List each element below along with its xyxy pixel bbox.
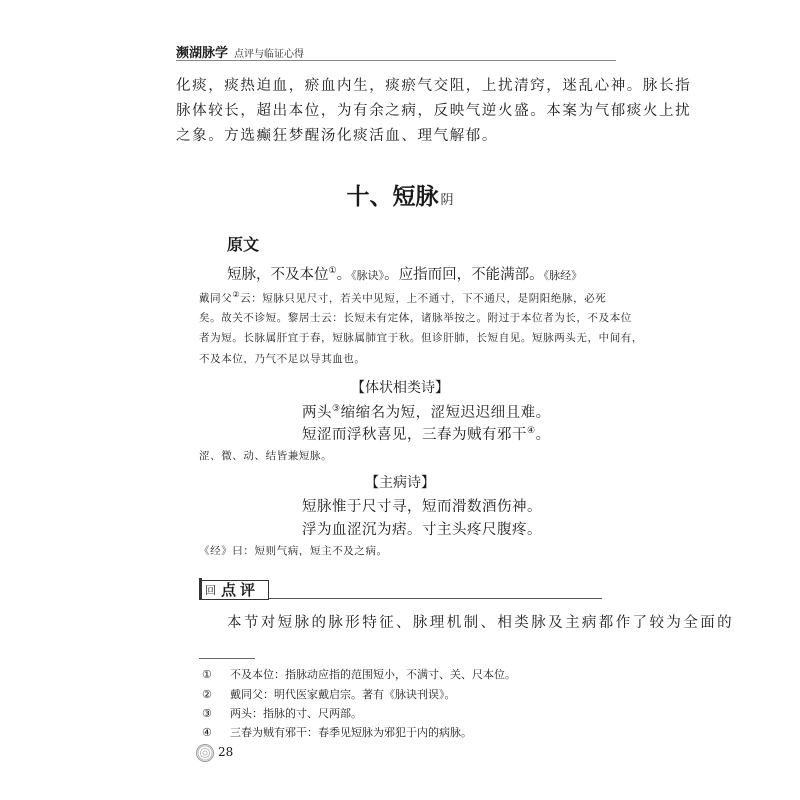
footnote	[202, 724, 472, 740]
footnote-number: ④	[202, 726, 212, 739]
review-text: 本节对短脉的脉形特征、脉理机制、相类脉及主病都作了较为全面的	[227, 615, 734, 631]
footnote-text: 两头：指脉的寸、尺两部。	[230, 707, 362, 720]
poem-note: 涩、微、动、结皆兼短脉。	[199, 450, 333, 462]
footnote-text: 不及本位：指脉动应指的范围短小，不满寸、关、尺本位。	[230, 668, 516, 681]
verse-text: 。	[535, 427, 551, 443]
yuanwen-heading: 原文	[227, 235, 260, 254]
commentary-line: 者为短。长脉属肝宜于春，短脉属肺宜于秋。但诊肝肺，长短自见。短脉两头无，中间有，	[199, 332, 643, 344]
footnote-text: 戴同父：明代医家戴启宗。著有《脉诀刊误》。	[230, 688, 456, 701]
paragraph-line: 化痰，痰热迫血，瘀血内生，痰瘀气交阻，上扰清窍，迷乱心神。脉长指	[176, 78, 692, 94]
paragraph-line: 脉体较长，超出本位，为有余之病，反映气逆火盛。本案为气郁痰火上扰	[176, 103, 692, 119]
header-rule	[176, 60, 616, 61]
footnote-number: ①	[202, 668, 212, 681]
footnote-marker: ②	[232, 290, 241, 299]
poem-verse: 浮为血涩沉为痞。寸主头疼尺腹疼。	[302, 522, 542, 538]
commentary-line: 矣。故关不诊短。黎居士云：长短未有定体，诸脉举按之。附过于本位者为长，不及本位	[199, 312, 632, 324]
poem-verse	[302, 401, 551, 422]
original-text: 。应指而回，不能满部。	[384, 267, 544, 283]
commentary-line	[199, 290, 606, 306]
footnote-rule	[199, 658, 255, 659]
section-title-suffix: 阴	[440, 193, 454, 208]
original-text: 。	[336, 267, 352, 283]
footnote-marker: ③	[332, 404, 341, 415]
page-ornament-icon	[196, 744, 214, 762]
source-citation: 《脉经》	[543, 269, 583, 282]
paragraph-line: 之象。方选癫狂梦醒汤化痰活血、理气解郁。	[176, 128, 498, 144]
book-subtitle: 点评与临证心得	[234, 49, 305, 60]
footnote	[202, 666, 516, 682]
poem-title: 【主病诗】	[365, 475, 435, 491]
verse-text: 两头	[302, 405, 332, 421]
commentary-text: 云：短脉只见尺寸，若关中见短，上不通寸，下不通尺，是阴阳绝脉，必死	[240, 292, 607, 305]
footnote-number: ③	[202, 707, 212, 720]
footnote-text: 三春为贼有邪干：春季见短脉为邪犯于内的病脉。	[230, 726, 472, 739]
review-heading	[199, 578, 269, 600]
poem-note: 《经》曰：短则气病，短主不及之病。	[199, 545, 388, 557]
commentary-line: 不及本位，乃气不足以导其血也。	[199, 353, 366, 365]
poem-verse	[302, 423, 551, 444]
verse-text: 缩缩名为短，涩短迟迟细且难。	[340, 405, 551, 421]
section-title	[0, 178, 800, 211]
source-citation: 《脉诀》	[351, 269, 385, 282]
section-title-text: 十、短脉	[346, 184, 439, 210]
book-title: 濒湖脉学	[176, 46, 229, 61]
footnote	[202, 705, 362, 721]
footnote	[202, 686, 456, 702]
poem-verse: 短脉惟于尺寸寻，短而滑数酒伤神。	[302, 499, 542, 515]
verse-text: 短涩而浮秋喜见，三春为贼有邪干	[302, 427, 527, 443]
footnote-marker: ④	[527, 426, 536, 437]
review-label: 点评	[221, 581, 260, 599]
footnote-marker: ①	[328, 266, 337, 277]
original-text-line	[227, 263, 582, 284]
footnote-number: ②	[202, 688, 212, 701]
page-number: 28	[218, 745, 234, 759]
original-text: 短脉，不及本位	[227, 267, 329, 283]
running-head	[176, 42, 304, 61]
poem-title: 【体状相类诗】	[351, 380, 449, 396]
review-symbol-icon: 回	[205, 584, 216, 597]
commentary-text: 戴同父	[199, 292, 233, 305]
review-rule	[269, 598, 602, 599]
